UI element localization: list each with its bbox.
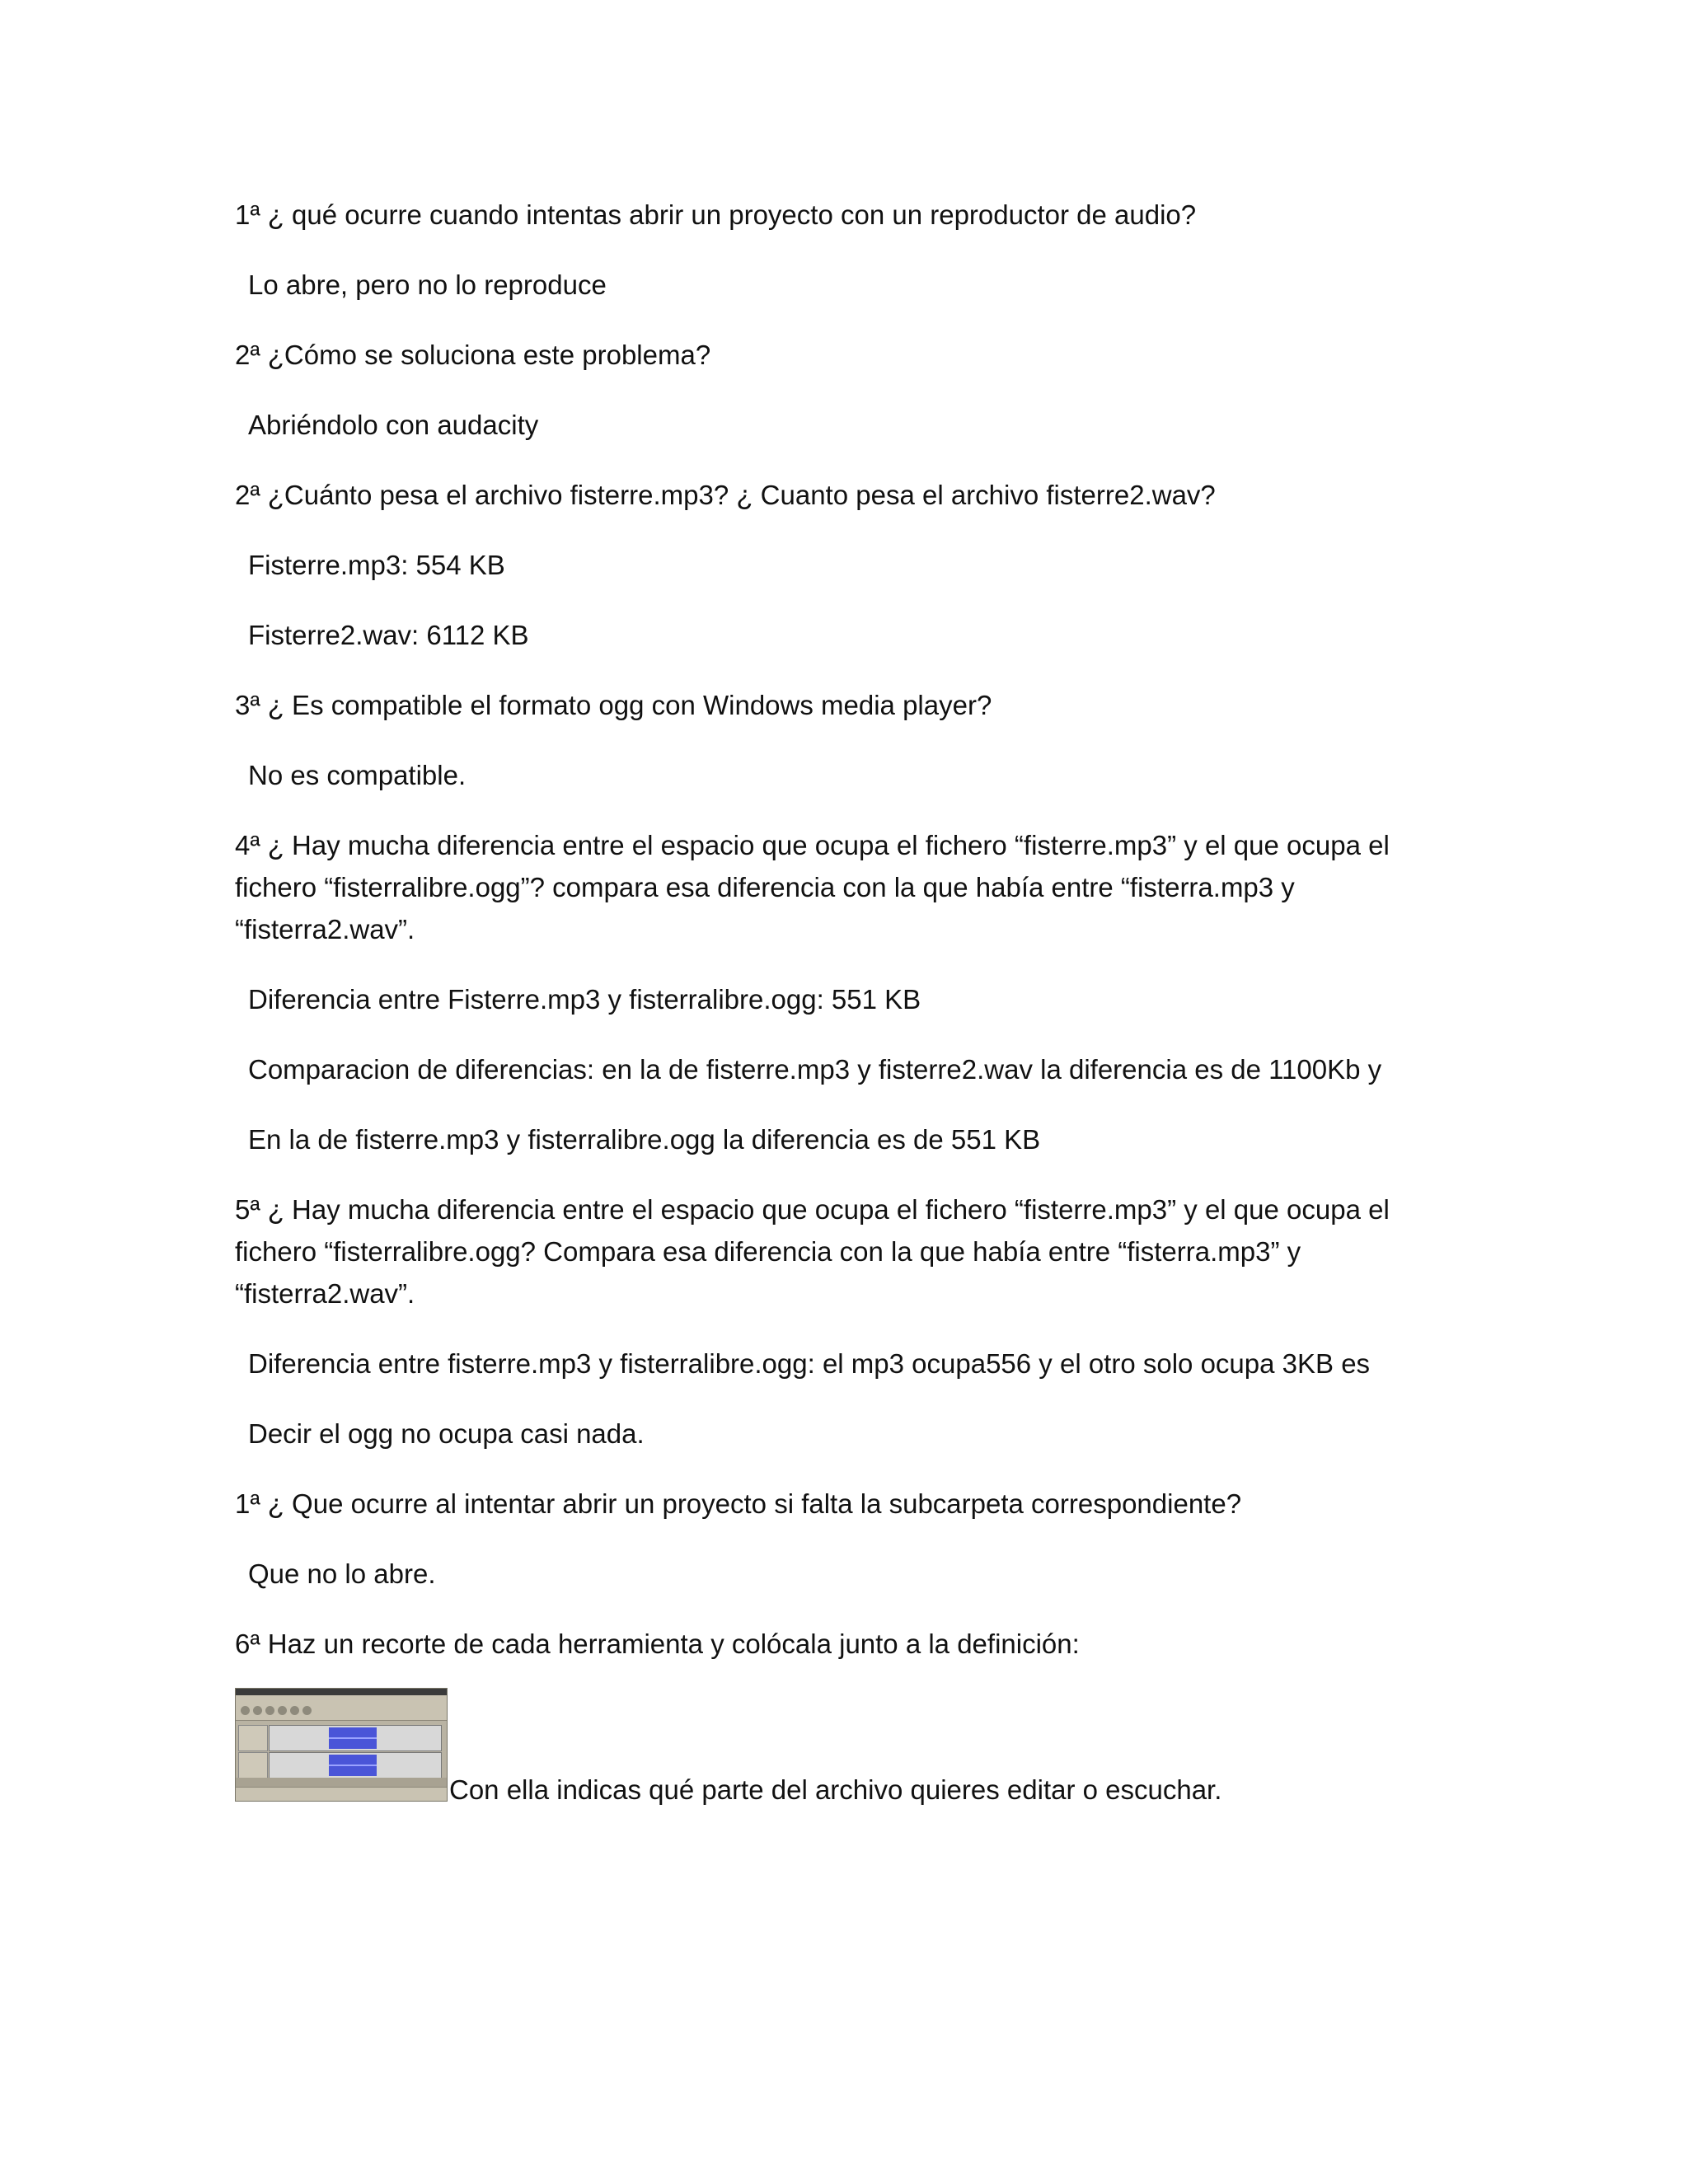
toolbar-button-icon	[253, 1706, 262, 1715]
track-info-panel	[238, 1725, 268, 1751]
answer-5-line-2: Comparacion de diferencias: en la de fisterre.mp3 y fisterre2.wav la diferencia es de 1100Kb y	[248, 1054, 1382, 1085]
question-7: 1ª ¿ Que ocurre al intentar abrir un proyecto si falta la subcarpeta correspondiente?	[235, 1488, 1242, 1519]
question-5-line-1: 4ª ¿ Hay mucha diferencia entre el espacio que ocupa el fichero “fisterre.mp3” y el que ocupa el	[235, 830, 1390, 860]
audio-track-right	[269, 1752, 442, 1779]
tool-definition-row	[235, 1688, 1447, 1805]
selected-waveform	[329, 1727, 377, 1749]
answer-4: No es compatible.	[248, 760, 467, 790]
selected-waveform	[329, 1755, 377, 1776]
question-8: 6ª Haz un recorte de cada herramienta y colócala junto a la definición:	[235, 1629, 1080, 1659]
answer-5-line-1: Diferencia entre Fisterre.mp3 y fisterralibre.ogg: 551 KB	[248, 984, 921, 1015]
answer-6-line-1: Diferencia entre fisterre.mp3 y fisterralibre.ogg: el mp3 ocupa556 y el otro solo ocupa 3KB es	[248, 1348, 1371, 1379]
tool-definition-caption: Con ella indicas qué parte del archivo quieres editar o escuchar.	[449, 1774, 1222, 1805]
question-1: 1ª ¿ qué ocurre cuando intentas abrir un proyecto con un reproductor de audio?	[235, 199, 1197, 230]
toolbar-button-icon	[302, 1706, 312, 1715]
toolbar-button-icon	[241, 1706, 250, 1715]
screenshot-titlebar	[236, 1689, 447, 1695]
answer-7: Que no lo abre.	[248, 1558, 436, 1589]
track-info-panel	[238, 1752, 268, 1779]
question-6-line-1: 5ª ¿ Hay mucha diferencia entre el espacio que ocupa el fichero “fisterre.mp3” y el que ocupa el	[235, 1194, 1390, 1225]
question-6-line-3: “fisterra2.wav”.	[235, 1278, 415, 1309]
toolbar-button-icon	[278, 1706, 287, 1715]
question-2: 2ª ¿Cómo se soluciona este problema?	[235, 340, 711, 370]
document-body	[235, 194, 1447, 1805]
question-5	[235, 824, 1455, 950]
audacity-selection-tool-screenshot	[235, 1688, 448, 1802]
answer-6-line-2: Decir el ogg no ocupa casi nada.	[248, 1418, 645, 1449]
question-6	[235, 1188, 1455, 1315]
answer-1: Lo abre, pero no lo reproduce	[248, 269, 607, 300]
answer-5-line-3: En la de fisterre.mp3 y fisterralibre.ogg la diferencia es de 551 KB	[248, 1124, 1041, 1155]
answer-3-wav: Fisterre2.wav: 6112 KB	[248, 620, 529, 650]
screenshot-statusbar	[236, 1787, 447, 1801]
answer-2: Abriéndolo con audacity	[248, 410, 539, 440]
question-3: 2ª ¿Cuánto pesa el archivo fisterre.mp3? ¿ Cuanto pesa el archivo fisterre2.wav?	[235, 480, 1216, 510]
answer-3-mp3: Fisterre.mp3: 554 KB	[248, 550, 505, 580]
question-5-line-2: fichero “fisterralibre.ogg”? compara esa diferencia con la que había entre “fisterra.mp3 y	[235, 872, 1295, 902]
question-6-line-2: fichero “fisterralibre.ogg? Compara esa diferencia con la que había entre “fisterra.mp3” y	[235, 1236, 1301, 1267]
toolbar-button-icon	[290, 1706, 299, 1715]
question-4: 3ª ¿ Es compatible el formato ogg con Windows media player?	[235, 690, 992, 720]
question-5-line-3: “fisterra2.wav”.	[235, 914, 415, 944]
screenshot-toolbar	[236, 1695, 447, 1721]
audio-track-left	[269, 1725, 442, 1751]
toolbar-button-icon	[265, 1706, 274, 1715]
